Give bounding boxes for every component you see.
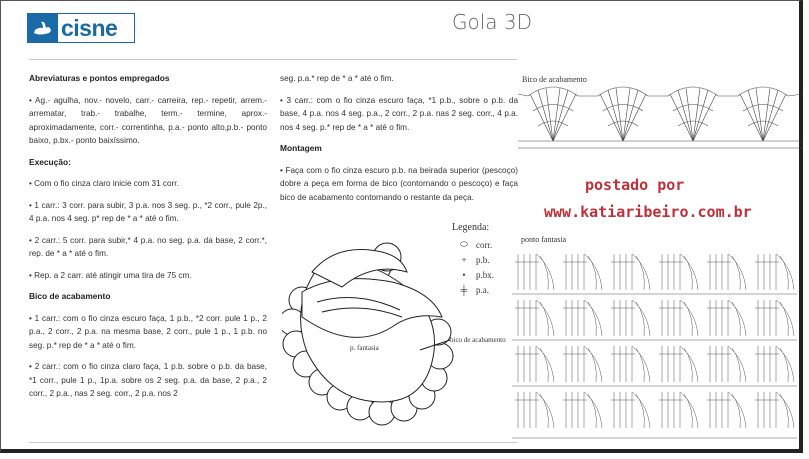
- divider: [29, 59, 517, 60]
- slip-stitch-icon: •: [462, 269, 466, 280]
- legend-title: Legenda:: [452, 222, 490, 233]
- chain-symbol-icon: ⬭: [460, 239, 468, 249]
- legend-item: + p.b.: [452, 252, 494, 267]
- brand-name: cisne: [61, 14, 118, 41]
- exec-step: • 1 carr.: 3 corr. para subir, 3 p.a. nos 3 seg. p., *2 corr., pule 2p., 4 p.a. nos 4 seg. p* rep de * a * até o fim.: [29, 200, 267, 223]
- bico-step: • 2 carr.: com o fio cinza claro faça, 1 p.b. sobre o p.b. da base, *1 corr., pule 1 p., 1p.a. sobre os 2 seg. p.a. da base, 2 p.a., 2 corr., 2 p.a., nas 2 seg. corr., 2 p.a. nos 2: [29, 362, 267, 398]
- legend-item: • p.bx.: [452, 267, 494, 282]
- bico-chart: [518, 86, 803, 156]
- legend-item: ⬭ corr.: [452, 237, 494, 252]
- mont-heading: Montagem: [280, 143, 322, 153]
- collar-illustration: [282, 232, 522, 442]
- abbr-text: • Ag.- agulha, nov.- novelo, carr.- carreira, rep.- repetir, arrem.- arrematar, trab.- trabalhe, term.- termine, aprox.- aproximadamente, corr.- correntinha, p.a.- ponto alto,p.b.- ponto baixo, p.bx.- ponto baixíssimo.: [29, 95, 267, 145]
- fantasia-shape-label: p. fantasia: [350, 344, 379, 352]
- single-crochet-icon: +: [461, 254, 467, 265]
- bico-heading: Bico de acabamento: [29, 291, 111, 301]
- abbr-heading: Abreviaturas e pontos empregados: [29, 73, 170, 83]
- exec-step: • Com o fio cinza claro inicie com 31 corr.: [29, 179, 179, 188]
- bico-diagram-label: Bico de acabamento: [522, 75, 587, 84]
- watermark-line1: postado por: [585, 176, 685, 194]
- swan-icon: [28, 14, 58, 42]
- page-title: Gola 3D: [452, 10, 533, 34]
- double-crochet-icon: ╪: [460, 284, 468, 295]
- instructions-column-2: [280, 72, 518, 212]
- mont-step: • Faça com o fio cinza escuro p.b. na beirada superior (pescoço) dobre a peça em forma de bico (contornando o pescoço) e faça bico de acabamento contornando o restante da peça.: [280, 165, 518, 202]
- legend-item: ╪ p.a.: [452, 282, 494, 297]
- exec-step: • Rep. a 2 carr. até atingir uma tira de 75 cm.: [29, 270, 192, 280]
- watermark-line2: www.katiaribeiro.com.br: [544, 203, 752, 221]
- bico-step: • 1 carr.: com o fio cinza escuro faça, 1 p.b., *2 corr. pule 1 p., 2 p.a., 2 corr., 2 p.a. na mesma base, 2 corr., pule 1 p., 1 p.b. no seg. p.* rep de * a * até o fim.: [29, 313, 267, 350]
- bico-shape-label: bico de acabamento: [450, 336, 506, 344]
- fantasia-chart: [512, 252, 797, 442]
- bico-step-cont: seg. p.a.* rep de * a * até o fim.: [280, 74, 394, 83]
- exec-step: • 2 carr.: 5 corr. para subir,* 4 p.a. no seg. p.a. da base, 2 corr.*, rep. de * a * até o fim.: [29, 235, 267, 258]
- bico-step: • 3 carr.: com o fio cinza escuro faça, *1 p.b., sobre o p.b. da base, 4 p.a. nos 4 seg. p.a., 2 corr., 2 p.a. nas 2 seg. corr., 4 p.a. nos 4 seg. p.* rep de * a * até o fim.: [280, 95, 518, 132]
- instructions-column-1: [29, 72, 267, 409]
- exec-heading: Execução:: [29, 156, 71, 167]
- divider: [29, 442, 517, 443]
- fantasia-diagram-label: ponto fantasia: [521, 235, 567, 244]
- brand-logo: [27, 13, 135, 43]
